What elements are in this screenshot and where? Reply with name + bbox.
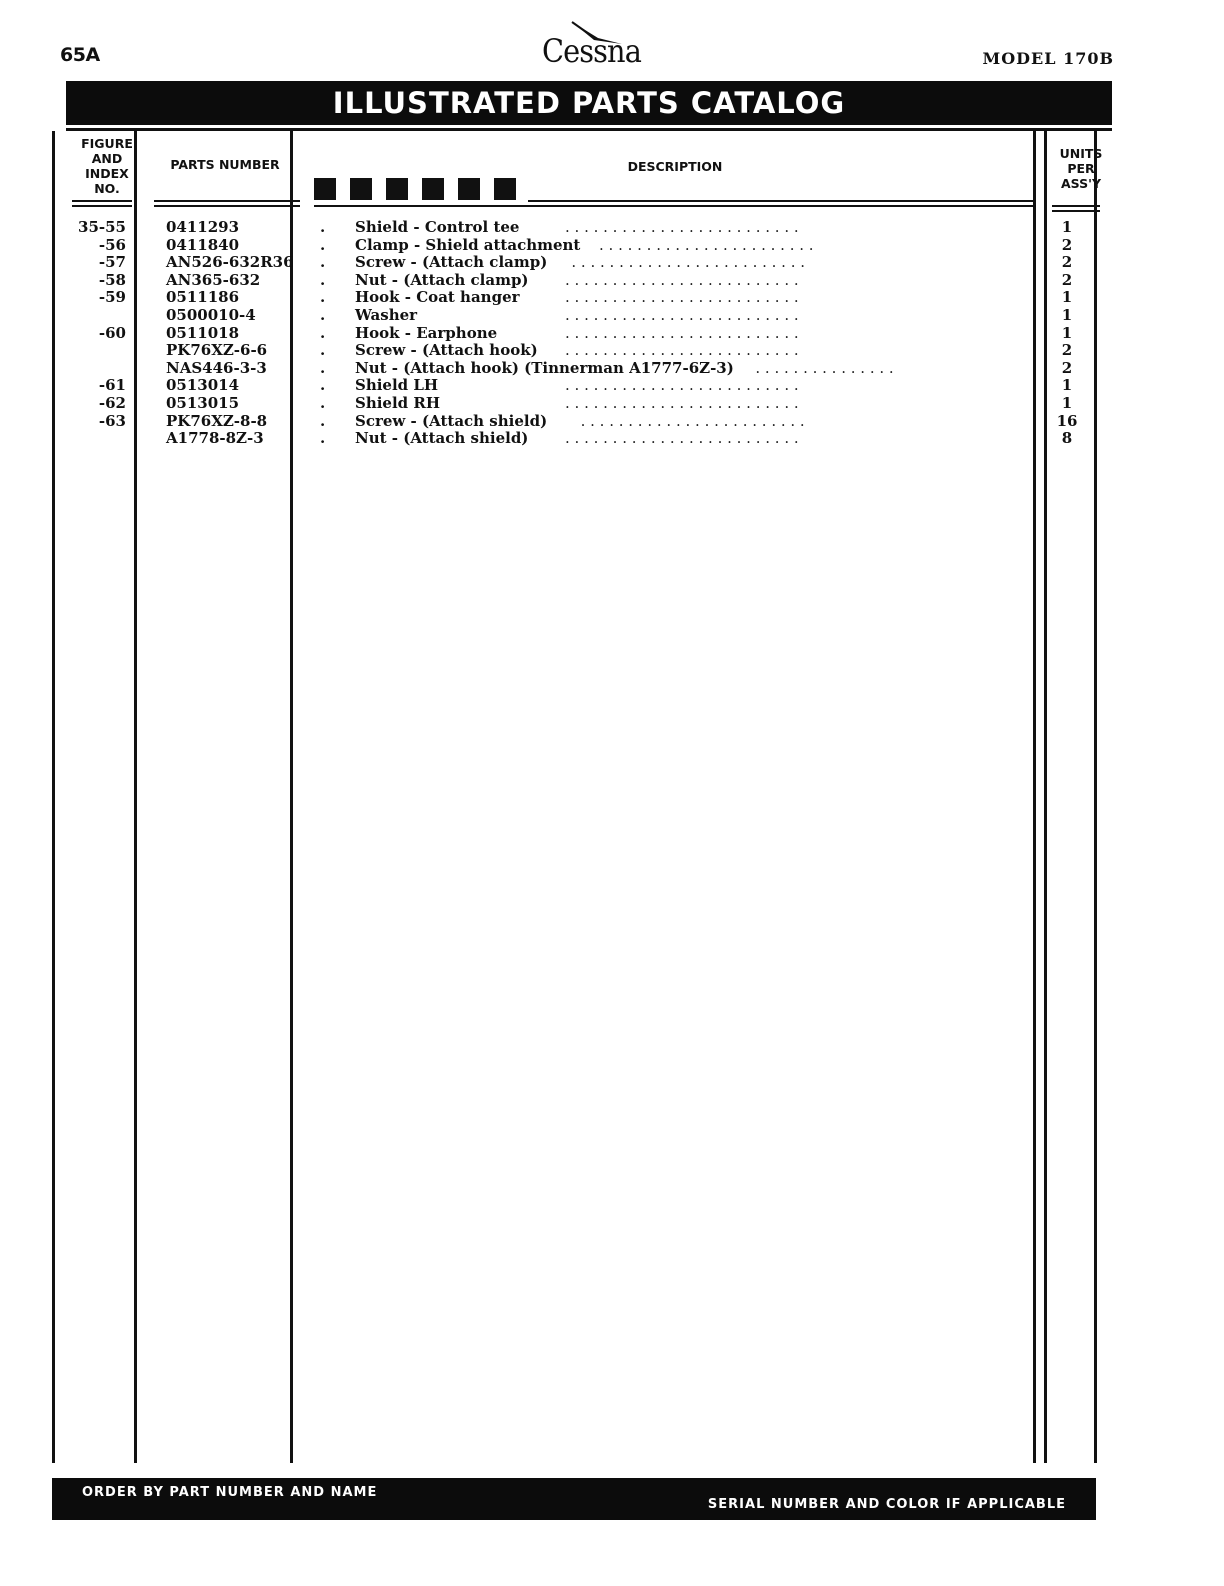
dot-leader: . . . . . . . . . . . . . . .	[755, 358, 894, 377]
indent-marker	[494, 178, 516, 200]
units-per-assembly: 2	[1061, 235, 1073, 254]
part-number: 0511186	[166, 288, 240, 307]
part-description: Clamp - Shield attachment	[355, 235, 581, 254]
dot-leader: . . . . . . . . . . . . . . . . . . . . . . . . .	[565, 323, 799, 342]
dot-leader: . . . . . . . . . . . . . . . . . . . . . . . . .	[565, 218, 799, 236]
part-description: Shield RH	[355, 394, 441, 412]
table-top-rule	[66, 128, 1112, 131]
brand-name: Cessna	[542, 32, 641, 70]
indent-marker	[386, 178, 408, 200]
dot-leader: . . . . . . . . . . . . . . . . . . . . . . . . .	[565, 429, 799, 448]
part-number: 0411840	[166, 235, 240, 254]
indent-level-markers	[314, 178, 530, 200]
table-row	[0, 219, 1224, 236]
table-row	[0, 272, 1224, 289]
header-rule	[154, 205, 300, 207]
indent-dot: .	[320, 306, 326, 324]
units-per-assembly: 1	[1061, 323, 1073, 342]
header-rule	[1052, 210, 1100, 212]
part-number: 0513014	[166, 376, 240, 395]
units-per-assembly: 2	[1061, 358, 1073, 377]
page-number: 65A	[60, 44, 100, 66]
part-number: 0513015	[166, 394, 240, 412]
table-row	[0, 289, 1224, 306]
dot-leader: . . . . . . . . . . . . . . . . . . . . . . . . .	[565, 306, 799, 324]
model-label: MODEL 170B	[982, 49, 1114, 68]
header-rule	[1052, 205, 1100, 207]
footer-order-note: ORDER BY PART NUMBER AND NAME	[82, 1485, 378, 1500]
indent-dot: .	[320, 323, 326, 342]
dot-leader: . . . . . . . . . . . . . . . . . . . . . . . .	[580, 411, 805, 430]
units-per-assembly: 1	[1061, 288, 1073, 307]
indent-dot: .	[320, 358, 326, 377]
table-row	[0, 254, 1224, 271]
indent-dot: .	[320, 235, 326, 254]
dot-leader: . . . . . . . . . . . . . . . . . . . . . . . . .	[565, 394, 799, 412]
table-row	[0, 342, 1224, 359]
dot-leader: . . . . . . . . . . . . . . . . . . . . . . . . .	[565, 376, 799, 395]
header-rule	[528, 200, 1033, 202]
indent-dot: .	[320, 429, 326, 448]
part-description: Shield LH	[355, 376, 439, 395]
part-number: 0500010-4	[166, 306, 256, 324]
table-row	[0, 360, 1224, 377]
indent-dot: .	[320, 411, 326, 430]
indent-marker	[422, 178, 444, 200]
table-row	[0, 325, 1224, 342]
dot-leader: . . . . . . . . . . . . . . . . . . . . . . . . .	[565, 270, 799, 289]
dot-leader: . . . . . . . . . . . . . . . . . . . . . . . . .	[571, 253, 806, 272]
units-per-assembly: 2	[1061, 341, 1073, 360]
part-number: AN365-632	[166, 270, 261, 289]
units-per-assembly: 1	[1061, 218, 1073, 236]
units-header: UNITS PER ASS'Y	[1059, 146, 1103, 191]
dot-leader: . . . . . . . . . . . . . . . . . . . . . . .	[599, 235, 814, 254]
part-description: Hook - Coat hanger	[355, 288, 520, 307]
units-per-assembly: 1	[1061, 306, 1073, 324]
table-row	[0, 395, 1224, 412]
cessna-logo	[536, 18, 641, 70]
footer-serial-note: SERIAL NUMBER AND COLOR IF APPLICABLE	[707, 1497, 1066, 1512]
units-per-assembly: 2	[1061, 253, 1073, 272]
part-description: Screw - (Attach hook)	[355, 341, 538, 360]
part-number: AN526-632R36	[166, 253, 294, 272]
index-number: -56	[98, 235, 126, 254]
parts-number-header: PARTS NUMBER	[170, 157, 280, 172]
table-row	[0, 413, 1224, 430]
part-description: Nut - (Attach clamp)	[355, 270, 529, 289]
units-per-assembly: 16	[1056, 411, 1078, 430]
header-rule	[314, 205, 1033, 207]
index-number: -63	[98, 411, 126, 430]
indent-dot: .	[320, 270, 326, 289]
index-number: -58	[98, 270, 126, 289]
indent-dot: .	[320, 288, 326, 307]
table-row	[0, 430, 1224, 447]
part-description: Shield - Control tee	[355, 218, 520, 236]
indent-dot: .	[320, 394, 326, 412]
indent-dot: .	[320, 341, 326, 360]
figure-index-header: FIGURE AND INDEX NO.	[81, 136, 133, 196]
part-number: 0411293	[166, 218, 240, 236]
index-number: -61	[98, 376, 126, 395]
part-number: NAS446-3-3	[166, 358, 267, 377]
indent-dot: .	[320, 253, 326, 272]
part-description: Nut - (Attach shield)	[355, 429, 529, 448]
index-number: -57	[98, 253, 126, 272]
part-number: A1778-8Z-3	[166, 429, 264, 448]
part-description: Washer	[355, 306, 418, 324]
part-number: PK76XZ-6-6	[166, 341, 268, 360]
indent-dot: .	[320, 218, 326, 236]
dot-leader: . . . . . . . . . . . . . . . . . . . . . . . . .	[565, 288, 799, 307]
table-row	[0, 237, 1224, 254]
table-row	[0, 307, 1224, 324]
part-description: Hook - Earphone	[355, 323, 498, 342]
dot-leader: . . . . . . . . . . . . . . . . . . . . . . . . .	[565, 341, 799, 360]
index-number: -62	[98, 394, 126, 412]
table-row	[0, 377, 1224, 394]
indent-marker	[350, 178, 372, 200]
description-header: DESCRIPTION	[627, 159, 723, 174]
footer-bar	[52, 1478, 1096, 1520]
index-number: 35-55	[78, 218, 126, 236]
header-rule	[154, 200, 300, 202]
indent-marker	[314, 178, 336, 200]
index-number: -59	[98, 288, 126, 307]
part-description: Screw - (Attach clamp)	[355, 253, 548, 272]
units-per-assembly: 1	[1061, 394, 1073, 412]
units-per-assembly: 1	[1061, 376, 1073, 395]
part-description: Nut - (Attach hook) (Tinnerman A1777-6Z-3)	[355, 358, 734, 377]
header-rule	[72, 205, 132, 207]
indent-marker	[458, 178, 480, 200]
part-number: 0511018	[166, 323, 240, 342]
header-rule	[72, 200, 132, 202]
catalog-title: ILLUSTRATED PARTS CATALOG	[66, 81, 1112, 125]
index-number: -60	[98, 323, 126, 342]
units-per-assembly: 8	[1061, 429, 1073, 448]
part-description: Screw - (Attach shield)	[355, 411, 548, 430]
part-number: PK76XZ-8-8	[166, 411, 268, 430]
indent-dot: .	[320, 376, 326, 395]
units-per-assembly: 2	[1061, 270, 1073, 289]
